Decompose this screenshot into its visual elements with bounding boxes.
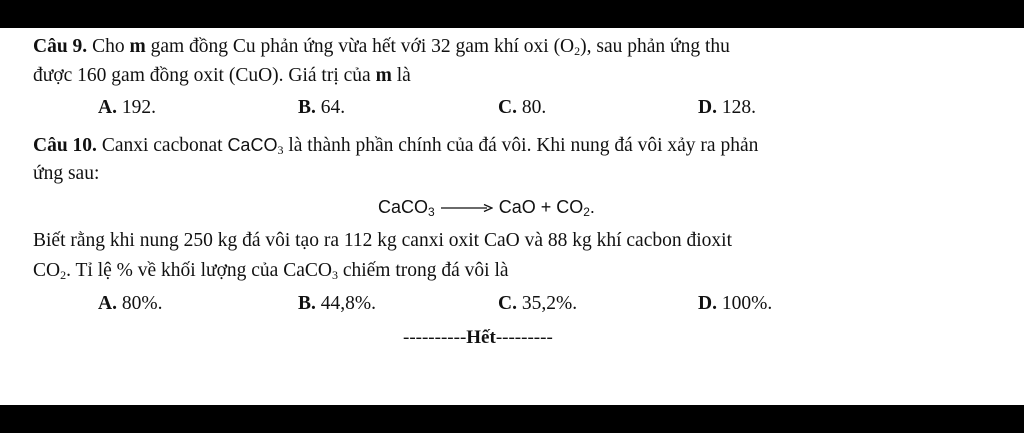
q9-variable-m: m <box>129 36 146 57</box>
q10-option-d[interactable] <box>698 292 772 316</box>
end-marker <box>403 326 553 350</box>
option-text: 35,2%. <box>516 293 578 314</box>
question-9-label: Câu 9. <box>33 36 88 57</box>
q10-option-a[interactable] <box>98 292 162 316</box>
option-letter: A. <box>98 293 117 314</box>
q10-co-subscript: 2 <box>60 268 67 282</box>
q10-text-1: Canxi cacbonat <box>96 135 228 156</box>
end-dashes-right: --------- <box>495 327 553 348</box>
q9-option-c[interactable] <box>498 96 546 120</box>
q10-text-4: Biết rằng khi nung 250 kg đá vôi tạo ra 112 kg canxi oxit CaO và 88 kg khí cacbon đioxit <box>33 230 732 251</box>
bottom-black-bar <box>0 405 1024 433</box>
top-black-bar <box>0 0 1024 28</box>
question-10-line-2 <box>33 162 99 186</box>
option-text: 192. <box>116 97 156 118</box>
q9-variable-m-2: m <box>375 65 392 86</box>
q10-text-6: chiếm trong đá vôi là <box>337 260 509 281</box>
q10-formula: CaCO <box>227 135 278 155</box>
option-text: 44,8%. <box>315 293 377 314</box>
option-letter: B. <box>298 293 316 314</box>
question-10-label: Câu 10. <box>33 135 97 156</box>
end-dashes-left: ---------- <box>403 327 467 348</box>
q9-option-a[interactable] <box>98 96 156 120</box>
option-text: 64. <box>315 97 346 118</box>
q9-option-b[interactable] <box>298 96 345 120</box>
q10-option-b[interactable] <box>298 292 376 316</box>
q9-text-1: Cho <box>87 36 130 57</box>
question-9-line-2 <box>33 64 411 88</box>
reaction-equation <box>378 195 595 219</box>
option-letter: D. <box>698 293 717 314</box>
option-text: 80%. <box>116 293 163 314</box>
q9-text-4: được 160 gam đồng oxit (CuO). Giá trị của <box>33 65 376 86</box>
q9-option-d[interactable] <box>698 96 756 120</box>
reaction-arrow-icon <box>441 203 493 213</box>
q10-text-3: ứng sau: <box>33 163 100 184</box>
q10-text-5: . Tỉ lệ % về khối lượng của CaCO <box>66 260 332 281</box>
option-letter: C. <box>498 97 517 118</box>
option-letter: A. <box>98 97 117 118</box>
equation-products: CaO + CO <box>498 197 584 217</box>
equation-products-subscript: 2 <box>583 205 590 219</box>
option-text: 128. <box>716 97 756 118</box>
option-text: 100%. <box>716 293 773 314</box>
q9-subscript: 2 <box>574 44 581 58</box>
option-letter: B. <box>298 97 316 118</box>
option-letter: D. <box>698 97 717 118</box>
q9-text-3: ), sau phản ứng thu <box>580 36 730 57</box>
question-10-line-3 <box>33 229 732 253</box>
question-10-line-1 <box>33 133 758 158</box>
end-word: Hết <box>466 327 496 348</box>
q9-text-5: là <box>391 65 411 86</box>
option-letter: C. <box>498 293 517 314</box>
question-9-line-1 <box>33 35 730 59</box>
equation-reactant-subscript: 3 <box>428 205 435 219</box>
q10-caco3-subscript: 3 <box>331 268 338 282</box>
equation-reactant: CaCO <box>378 197 429 217</box>
question-10-line-4 <box>33 259 509 283</box>
equation-period: . <box>589 197 595 217</box>
q10-option-c[interactable] <box>498 292 577 316</box>
q10-formula-subscript: 3 <box>277 143 284 157</box>
q10-co-formula: CO <box>33 260 61 281</box>
q10-text-2: là thành phần chính của đá vôi. Khi nung đá vôi xảy ra phản <box>283 135 759 156</box>
q9-text-2: gam đồng Cu phản ứng vừa hết với 32 gam khí oxi (O <box>145 36 575 57</box>
option-text: 80. <box>516 97 547 118</box>
